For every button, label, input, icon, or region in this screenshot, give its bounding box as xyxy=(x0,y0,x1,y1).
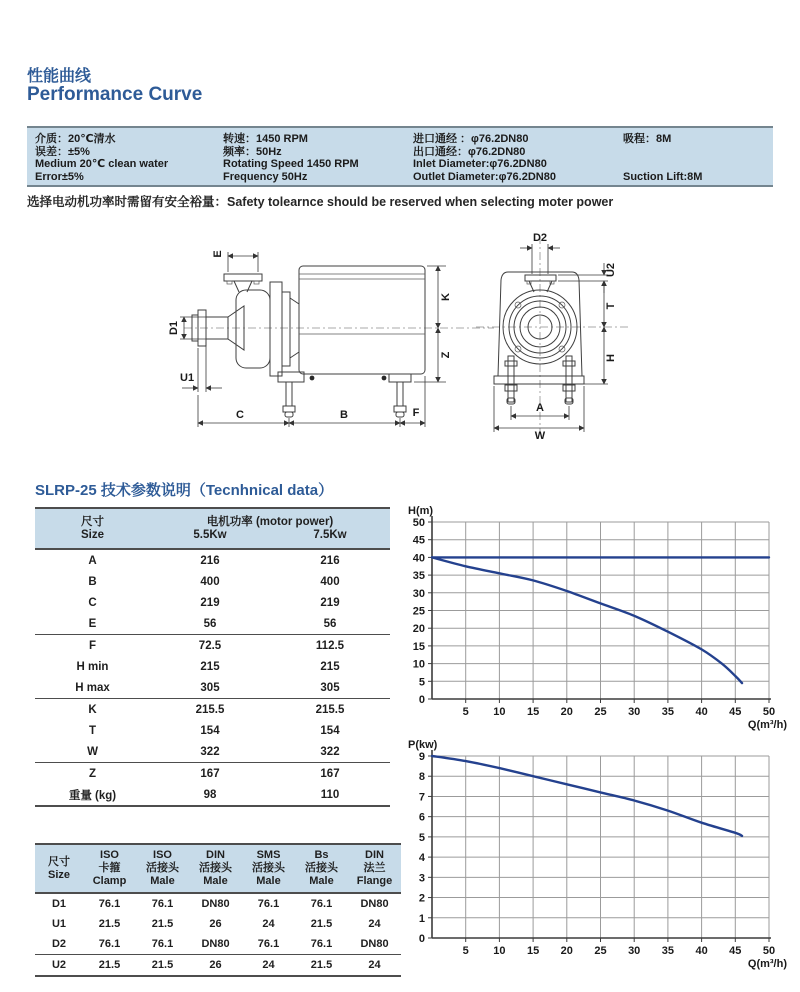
foot-cap xyxy=(285,412,293,417)
value-cell: 305 xyxy=(320,681,340,694)
spec-line: Frequency 50Hz xyxy=(223,170,308,183)
dim-label-D2: D2 xyxy=(532,232,548,244)
spec-column-diameters xyxy=(413,133,623,185)
spec-column-speed xyxy=(223,133,413,185)
x-axis-label: Q(m³/h) xyxy=(747,958,787,970)
table-row-group xyxy=(35,955,401,977)
table-row xyxy=(35,677,390,698)
header-line: 活接头 xyxy=(146,862,179,874)
x-axis-label: Q(m³/h) xyxy=(747,719,787,731)
value-cell: 215 xyxy=(200,660,220,673)
pump-front-view-drawing xyxy=(468,230,673,440)
anchor-dot xyxy=(310,376,315,381)
spec-line: Medium 20℃ clean water xyxy=(35,158,169,170)
dim-label-T: T xyxy=(605,302,617,310)
pump-casing xyxy=(236,290,270,368)
spec-line: Outlet Diameter:φ76.2DN80 xyxy=(413,170,556,183)
y-tick-label: 15 xyxy=(412,640,425,653)
value-cell: 400 xyxy=(320,575,340,588)
value-cell: 21.5 xyxy=(98,918,121,930)
foot-nut xyxy=(505,385,517,391)
dim-label-A: A xyxy=(536,402,544,414)
dim-label-U2: U2 xyxy=(605,262,617,278)
clamp-ring xyxy=(282,292,290,366)
value-cell: 26 xyxy=(209,959,222,971)
dim-label-F: F xyxy=(412,407,420,419)
value-cell: 76.1 xyxy=(257,898,280,910)
value-cell: DN80 xyxy=(201,938,230,950)
x-tick-label: 15 xyxy=(526,706,540,718)
value-cell: 56 xyxy=(203,617,217,630)
outlet-neck xyxy=(547,281,552,292)
value-cell: 167 xyxy=(320,767,340,780)
table-row xyxy=(35,784,390,805)
size-header-cn: 尺寸 xyxy=(81,515,104,528)
size-cell: U1 xyxy=(51,918,67,930)
dim-label-W: W xyxy=(534,430,546,442)
header-line: Male xyxy=(256,875,281,887)
y-tick-label: 0 xyxy=(418,933,425,945)
size-cell: Z xyxy=(88,767,97,780)
outlet-flange xyxy=(224,274,262,281)
spec-line: 吸程：8M xyxy=(623,133,672,145)
value-cell: 76.1 xyxy=(151,898,174,910)
power-flow-chart xyxy=(406,736,791,978)
value-cell: 56 xyxy=(323,617,337,630)
y-tick-label: 35 xyxy=(412,570,425,583)
x-tick-label: 30 xyxy=(628,706,641,718)
value-cell: 215 xyxy=(320,660,340,673)
table-row xyxy=(35,613,390,634)
size-cell: D2 xyxy=(51,938,67,950)
dimension-table-body xyxy=(35,550,390,807)
table-row xyxy=(35,741,390,762)
value-cell: 400 xyxy=(200,575,220,588)
outlet-neck xyxy=(234,281,239,292)
value-cell: DN80 xyxy=(360,938,389,950)
x-tick-label: 20 xyxy=(560,945,573,957)
table-row xyxy=(35,656,390,677)
x-tick-label: 40 xyxy=(695,706,708,718)
value-cell: 76.1 xyxy=(310,898,333,910)
header-line: Clamp xyxy=(92,875,127,887)
page-title-cn: 性能曲线 xyxy=(27,68,92,85)
header-cell xyxy=(35,849,83,888)
size-cell: K xyxy=(88,703,97,716)
header-cell xyxy=(348,849,401,888)
backplate-flange xyxy=(270,282,282,376)
table-row xyxy=(35,550,390,571)
foot-clamp xyxy=(563,361,575,366)
x-tick-label: 35 xyxy=(661,945,675,957)
header-cell xyxy=(295,849,348,888)
spec-column-suction xyxy=(623,133,773,185)
value-cell: 21.5 xyxy=(310,918,333,930)
head-flow-curve xyxy=(432,557,742,683)
header-line: 法兰 xyxy=(363,862,386,874)
size-cell: H min xyxy=(76,660,109,673)
header-line: Male xyxy=(150,875,175,887)
spec-line: Rotating Speed 1450 RPM xyxy=(223,158,359,170)
value-cell: 112.5 xyxy=(315,639,345,652)
value-cell: DN80 xyxy=(201,898,230,910)
size-cell: W xyxy=(87,745,98,758)
header-line: 卡箍 xyxy=(98,862,121,874)
y-tick-label: 7 xyxy=(418,791,425,804)
size-cell: E xyxy=(88,617,97,630)
x-tick-label: 10 xyxy=(493,945,506,957)
value-cell: 21.5 xyxy=(310,959,333,971)
table-row xyxy=(35,955,401,975)
header-cell xyxy=(189,849,242,888)
value-cell: 24 xyxy=(262,918,275,930)
y-tick-label: 50 xyxy=(412,517,425,529)
size-cell: H max xyxy=(75,681,110,694)
table-row xyxy=(35,720,390,741)
connection-table-header xyxy=(35,843,401,894)
x-tick-label: 45 xyxy=(729,706,742,718)
value-cell: 322 xyxy=(320,745,340,758)
size-cell: B xyxy=(88,575,97,588)
value-cell: 76.1 xyxy=(98,938,121,950)
y-tick-label: 0 xyxy=(418,694,425,706)
table-row xyxy=(35,592,390,613)
x-tick-label: 30 xyxy=(628,945,641,957)
y-tick-label: 25 xyxy=(412,605,425,618)
x-tick-label: 5 xyxy=(462,706,469,718)
spec-line: 频率：50Hz xyxy=(223,145,282,158)
value-cell: 76.1 xyxy=(257,938,280,950)
header-cell xyxy=(242,849,295,888)
dim-label-B: B xyxy=(340,409,348,421)
spec-line: 转速：1450 RPM xyxy=(223,133,308,145)
y-tick-label: 2 xyxy=(418,892,425,905)
dim-label-E: E xyxy=(212,250,224,258)
y-tick-label: 9 xyxy=(418,751,425,763)
dim-label-Z: Z xyxy=(440,351,452,359)
value-cell: 322 xyxy=(200,745,220,758)
pump-side-view-drawing xyxy=(168,230,507,440)
value-cell: 24 xyxy=(262,959,275,971)
header-line: Bs xyxy=(314,849,329,861)
x-tick-label: 35 xyxy=(661,706,675,718)
y-tick-label: 20 xyxy=(412,623,425,636)
outlet-neck xyxy=(529,281,534,292)
motor-body xyxy=(299,266,425,374)
foot-cap xyxy=(396,412,404,417)
foot-nut xyxy=(394,406,406,412)
x-tick-label: 5 xyxy=(462,945,469,957)
table-row-group xyxy=(35,894,401,955)
spec-line: 误差：±5% xyxy=(35,145,90,158)
value-cell: 219 xyxy=(200,596,220,609)
dim-label-K: K xyxy=(440,293,452,301)
dim-label-C: C xyxy=(236,409,244,421)
value-cell: 24 xyxy=(368,918,381,930)
value-cell: DN80 xyxy=(360,898,389,910)
safety-note: 选择电动机功率时需留有安全裕量：Safety tolearnce should be reserved when selecting moter power xyxy=(27,195,614,209)
y-tick-label: 40 xyxy=(412,552,425,565)
foot-nut xyxy=(563,385,575,391)
size-header-en: Size xyxy=(80,528,104,541)
foot-bolt xyxy=(397,382,403,406)
x-tick-label: 50 xyxy=(762,945,776,957)
spec-bar xyxy=(27,126,773,187)
value-cell: 76.1 xyxy=(310,938,333,950)
value-cell: 215.5 xyxy=(315,703,345,716)
spec-line: Inlet Diameter:φ76.2DN80 xyxy=(413,158,547,170)
y-tick-label: 30 xyxy=(412,587,425,600)
size-cell: A xyxy=(88,554,97,567)
spec-column-medium xyxy=(35,133,223,185)
table-row-group xyxy=(35,763,390,807)
y-axis-label: P(kw) xyxy=(408,739,438,751)
header-line: SMS xyxy=(256,849,281,861)
y-tick-label: 6 xyxy=(418,811,425,824)
value-cell: 21.5 xyxy=(151,959,174,971)
header-line: 活接头 xyxy=(252,862,285,874)
spec-line xyxy=(623,146,773,159)
y-tick-label: 1 xyxy=(418,912,425,925)
value-cell: 216 xyxy=(200,554,220,567)
y-tick-label: 5 xyxy=(418,831,425,844)
size-header-cell xyxy=(35,509,150,548)
header-line: 活接头 xyxy=(305,862,338,874)
x-tick-label: 25 xyxy=(594,706,607,718)
x-tick-label: 15 xyxy=(526,945,540,957)
foot-bolt xyxy=(286,382,292,406)
x-tick-label: 45 xyxy=(729,945,742,957)
foot-nut xyxy=(283,406,295,412)
dim-label-U1: U1 xyxy=(180,372,195,384)
x-tick-label: 25 xyxy=(594,945,607,957)
value-cell: 305 xyxy=(200,681,220,694)
header-line: 尺寸 xyxy=(48,855,70,868)
table-row xyxy=(35,934,401,954)
table-row xyxy=(35,635,390,656)
y-tick-label: 45 xyxy=(412,534,425,547)
y-tick-label: 4 xyxy=(418,852,425,865)
value-cell: 154 xyxy=(200,724,220,737)
head-flow-chart xyxy=(406,502,791,730)
header-line: Size xyxy=(47,868,70,881)
size-cell: U2 xyxy=(51,959,67,971)
size-cell: D1 xyxy=(51,898,67,910)
x-tick-label: 40 xyxy=(695,945,708,957)
y-tick-label: 5 xyxy=(418,676,425,689)
table-row xyxy=(35,894,401,914)
header-line: DIN xyxy=(365,849,384,861)
foot-bolt xyxy=(508,356,514,402)
spec-line xyxy=(623,158,773,171)
value-cell: 215.5 xyxy=(195,703,225,716)
header-line: Male xyxy=(309,875,334,887)
value-cell: 24 xyxy=(368,959,381,971)
x-tick-label: 20 xyxy=(560,706,573,718)
header-line: Flange xyxy=(356,875,393,887)
page-title-en: Performance Curve xyxy=(27,84,203,105)
value-cell: 167 xyxy=(200,767,220,780)
size-cell: T xyxy=(88,724,97,737)
value-cell: 216 xyxy=(320,554,340,567)
header-line: 活接头 xyxy=(199,862,232,874)
spec-line: Error±5% xyxy=(35,170,84,183)
table-row-group xyxy=(35,550,390,635)
value-cell: 26 xyxy=(209,918,222,930)
header-cell xyxy=(136,849,189,888)
foot-clamp xyxy=(505,361,517,366)
y-tick-label: 10 xyxy=(412,658,425,671)
header-line: Male xyxy=(203,875,228,887)
spec-line: 进口通经 ：φ76.2DN80 xyxy=(413,133,529,145)
foot-pad xyxy=(389,374,411,382)
value-cell: 76.1 xyxy=(98,898,121,910)
power-col-header: 5.5Kw xyxy=(193,529,227,541)
spec-line: 介质：20℃清水 xyxy=(35,133,116,145)
outlet-flange xyxy=(525,275,556,281)
anchor-dot xyxy=(382,376,387,381)
table-row xyxy=(35,914,401,934)
dimension-table xyxy=(35,507,390,807)
header-line: DIN xyxy=(206,849,225,861)
y-tick-label: 3 xyxy=(418,872,425,885)
y-axis-label: H(m) xyxy=(408,505,434,517)
spec-line: 出口通经：φ76.2DN80 xyxy=(413,145,526,158)
value-cell: 76.1 xyxy=(151,938,174,950)
dim-label-H: H xyxy=(605,354,617,362)
spec-line: Suction Lift:8M xyxy=(623,170,703,183)
foot-bolt xyxy=(566,356,572,402)
header-line: ISO xyxy=(100,849,119,861)
value-cell: 72.5 xyxy=(198,639,222,652)
x-tick-label: 50 xyxy=(762,706,776,718)
table-row xyxy=(35,571,390,592)
table-row xyxy=(35,699,390,720)
dim-label-D1: D1 xyxy=(168,320,180,336)
value-cell: 219 xyxy=(320,596,340,609)
x-tick-label: 10 xyxy=(493,706,506,718)
size-cell: F xyxy=(88,639,97,652)
dimension-table-header xyxy=(35,507,390,550)
value-cell: 98 xyxy=(203,788,217,801)
header-cell xyxy=(83,849,136,888)
y-tick-label: 8 xyxy=(418,771,425,784)
value-cell: 154 xyxy=(320,724,340,737)
value-cell: 110 xyxy=(320,788,340,801)
size-cell: 重量 (kg) xyxy=(68,789,117,802)
section-title: SLRP-25 技术参数说明（Tecnhnical data） xyxy=(35,482,334,499)
motor-power-header: 电机功率 (motor power) xyxy=(206,516,334,528)
connection-table xyxy=(35,843,401,977)
size-cell: C xyxy=(88,596,97,609)
value-cell: 21.5 xyxy=(151,918,174,930)
value-cell: 21.5 xyxy=(98,959,121,971)
table-row xyxy=(35,763,390,784)
connection-table-body xyxy=(35,894,401,977)
table-row-group xyxy=(35,635,390,699)
header-line: ISO xyxy=(153,849,172,861)
table-row-group xyxy=(35,699,390,763)
power-col-header: 7.5Kw xyxy=(313,529,347,541)
